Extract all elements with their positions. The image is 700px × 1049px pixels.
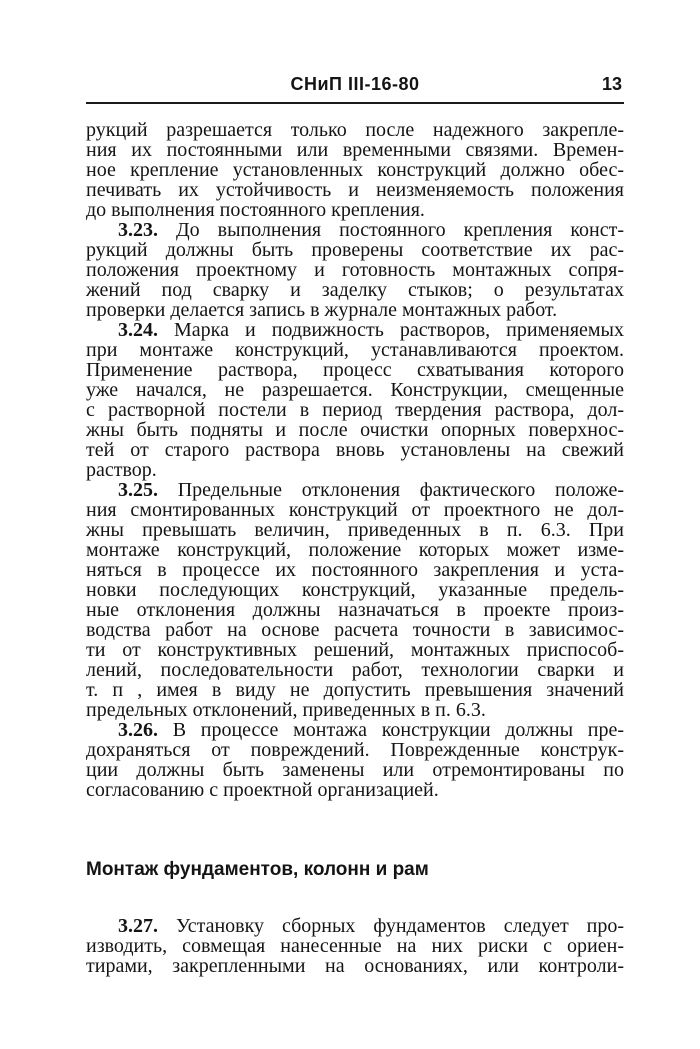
text-line: новки последующих конструкций, указанные предель- [86, 579, 624, 601]
text-line: т. п , имея в виду не допустить превышения значений [86, 679, 624, 701]
paragraph-continuation [86, 120, 624, 220]
text-line: монтаже конструкций, положение которых может изме- [86, 539, 624, 561]
text-line [86, 480, 624, 500]
text-line: положения проектному и готовность монтажных сопря- [86, 259, 624, 281]
clause-number: 3.23. [118, 219, 158, 241]
text-span: Предельные отклонения фактического положе- [177, 479, 624, 501]
text-line: ное крепление установленных конструкций должно обес- [86, 159, 624, 181]
section-text [86, 916, 624, 976]
text-line: тирами, закрепленными на основаниях, или контроли- [86, 955, 624, 977]
text-line: согласованию с проектной организацией. [86, 779, 439, 801]
text-line: дохраняться от повреждений. Поврежденные конструк- [86, 739, 624, 761]
text-line: уже начался, не разрешается. Конструкции, смещенные [86, 379, 624, 401]
text-line: ния смонтированных конструкций от проектного не дол- [86, 499, 624, 521]
paragraph-3-25 [86, 480, 624, 720]
text-span: Марка и подвижность растворов, применяемых [174, 319, 624, 341]
text-line: ния их постоянными или временными связями. Времен- [86, 139, 624, 161]
text-line: тей от старого раствора вновь установлены на свежий [86, 439, 624, 461]
text-line: раствор. [86, 459, 157, 481]
clause-number: 3.25. [118, 479, 158, 501]
clause-number: 3.26. [118, 719, 158, 741]
text-line: Применение раствора, процесс схватывания которого [86, 359, 624, 381]
document-code: СНиП III-16-80 [290, 74, 420, 94]
text-line: рукций должны быть проверены соответствие их рас- [86, 239, 624, 261]
clause-number: 3.27. [118, 915, 158, 937]
text-line: жны быть подняты и после очистки опорных поверхнос- [86, 419, 624, 441]
paragraph-3-24 [86, 320, 624, 480]
text-line: жны превышать величин, приведенных в п. 6.3. При [86, 519, 624, 541]
text-line: ти от конструктивных решений, монтажных приспособ- [86, 639, 624, 661]
text-line [86, 320, 624, 340]
main-text [86, 120, 624, 800]
clause-number: 3.24. [118, 319, 158, 341]
text-line: няться в процессе их постоянного закрепления и уста- [86, 559, 624, 581]
text-line [86, 220, 624, 240]
paragraph-3-23 [86, 220, 624, 320]
text-line: рукций разрешается только после надежного закрепле- [86, 119, 624, 141]
section-heading: Монтаж фундаментов, колонн и рам [86, 859, 429, 880]
text-span: До выполнения постоянного крепления конст- [176, 219, 625, 241]
text-line [86, 720, 624, 740]
text-line [86, 916, 624, 936]
text-line: с растворной постели в период твердения раствора, дол- [86, 399, 624, 421]
text-line: ные отклонения должны назначаться в проекте произ- [86, 599, 624, 621]
text-line: до выполнения постоянного крепления. [86, 199, 425, 221]
text-line: ции должны быть заменены или отремонтированы по [86, 759, 624, 781]
text-span: В процессе монтажа конструкции должны пре- [172, 719, 624, 741]
text-line: лений, последовательности работ, технологии сварки и [86, 659, 624, 681]
text-line: жений под сварку и заделку стыков; о результатах [86, 279, 624, 301]
page-number: 13 [601, 74, 622, 94]
text-line: изводить, совмещая нанесенные на них риски с ориен- [86, 935, 624, 957]
text-line: предельных отклонений, приведенных в п. 6.3. [86, 699, 486, 721]
text-line: печивать их устойчивость и неизменяемость положения [86, 179, 624, 201]
text-span: Установку сборных фундаментов следует про- [175, 915, 625, 937]
paragraph-3-26 [86, 720, 624, 800]
text-line: водства работ на основе расчета точности в зависимос- [86, 619, 624, 641]
text-line: при монтаже конструкций, устанавливаются проектом. [86, 339, 624, 361]
text-line: проверки делается запись в журнале монтажных работ. [86, 299, 558, 321]
paragraph-3-27 [86, 916, 624, 976]
page-header [86, 72, 624, 104]
